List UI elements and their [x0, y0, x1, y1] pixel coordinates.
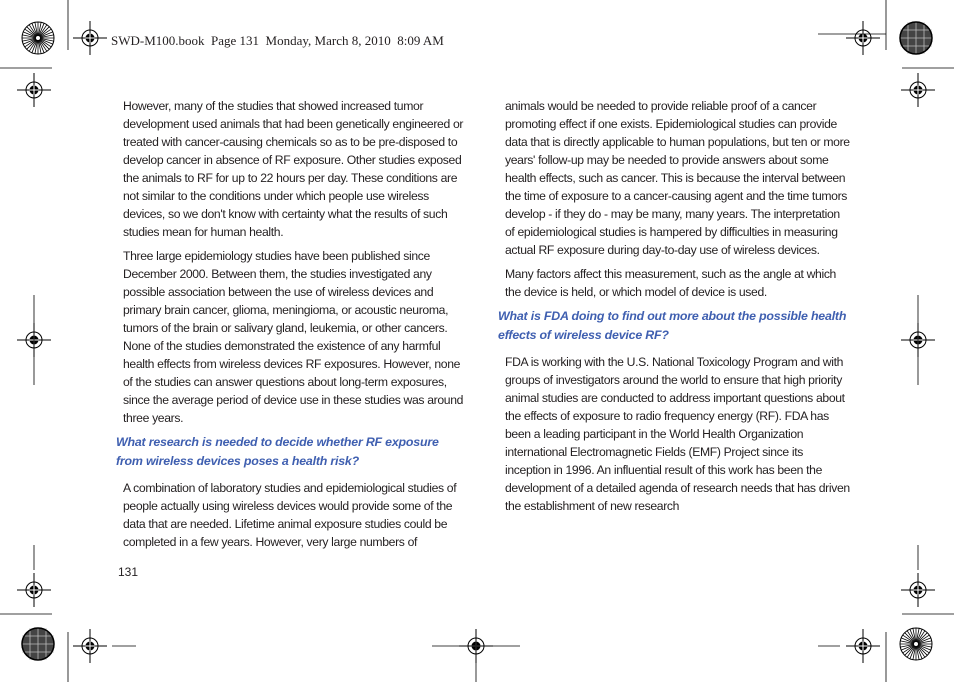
paragraph: FDA is working with the U.S. National Toxicology Program and with groups of investigators around the world to ensure that high priority animal studies are conducted to address important questions about the effects of exposure to radio frequency energy (RF). FDA has been a leading participant in the World Health Organization international Electromagnetic Fields (EMF) Project since its inception in 1996. An influential result of this work has been the development of a detailed agenda of research needs that has driven the establishment of new research — [505, 355, 850, 513]
paragraph: Three large epidemiology studies have been published since December 2000. Between them, the studies investigated any possible association between the use of wireless devices and primary brain cancer, glioma, meningioma, or acoustic neuroma, tumors of the brain or salivary gland, leukemia, or other cancers. None of the studies demonstrated the existence of any harmful health effects from wireless devices RF exposures. However, none of the studies can answer questions about long-term exposures, since the average period of device use in these studies was around three years. — [123, 249, 464, 425]
print-header: SWD-M100.book Page 131 Monday, March 8, 2010 8:09 AM — [111, 33, 444, 48]
starburst-mark-top-left — [22, 22, 54, 54]
section-heading: What research is needed to decide whether RF exposure from wireless devices poses a health risk? — [116, 435, 439, 468]
left-column — [116, 97, 468, 557]
right-column — [498, 97, 850, 521]
section-heading: What is FDA doing to find out more about the possible health effects of wireless device RF? — [498, 309, 847, 342]
page-number: 131 — [118, 565, 139, 579]
grid-mark-top-right — [900, 22, 932, 54]
paragraph: However, many of the studies that showed increased tumor development used animals that had been genetically engineered or treated with cancer-causing chemicals so as to be pre-disposed to develop cancer in absence of RF exposure. Other studies exposed the animals to RF for up to 22 hours per day. These conditions are not similar to the conditions under which people use wireless devices, so we don't know with certainty what the results of such studies mean for human health. — [123, 99, 464, 239]
paragraph: A combination of laboratory studies and epidemiological studies of people actually using wireless devices would provide some of the data that are needed. Lifetime animal exposure studies could be completed in a few years. However, very large numbers of — [123, 481, 457, 549]
starburst-mark-bottom-right — [900, 628, 932, 660]
grid-mark-bottom-left — [22, 628, 54, 660]
paragraph: animals would be needed to provide reliable proof of a cancer promoting effect if one exists. Epidemiological studies can provide data that is directly applicable to human populations, but ten or more years' follow-up may be needed to provide answers about some health effects, such as cancer. This is because the interval between the time of exposure to a cancer-causing agent and the time tumors develop - if they do - may be many, many years. The interpretation of epidemiological studies is hampered by difficulties in measuring actual RF exposure during day-to-day use of wireless devices. — [505, 99, 850, 257]
paragraph: Many factors affect this measurement, such as the angle at which the device is held, or which model of device is used. — [505, 267, 836, 299]
